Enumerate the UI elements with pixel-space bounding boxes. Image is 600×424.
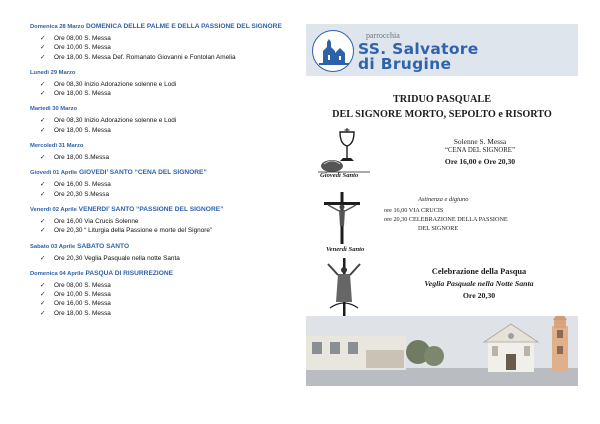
day-date: Lunedì 29 Marzo [30,69,76,76]
checkmark-icon: ✓ [40,154,46,162]
venerdi-line4: DEL SIGNORE [418,225,459,232]
giovedi-line1: Solenne S. Messa [453,137,507,146]
schedule-day [30,269,302,318]
day-heading [30,141,302,151]
day-items [30,217,302,236]
schedule-item-text: Ore 10,00 S. Messa [54,291,111,299]
schedule-item-text: Ore 18,00 S. Messa [54,309,111,317]
checkmark-icon: ✓ [40,44,46,52]
day-date: Giovedì 01 Aprile [30,170,78,177]
schedule-item [30,34,302,43]
schedule-item [30,53,302,62]
church-building-illustration [306,316,578,386]
schedule-day [30,141,302,162]
day-date: Mercoledì 31 Marzo [30,143,84,150]
flyer-title: TRIDUO PASQUALE [392,94,492,105]
day-celebration-title: SABATO SANTO [77,242,130,250]
day-heading [30,168,302,178]
schedule-item [30,116,302,125]
day-date: Venerdì 02 Aprile [30,206,77,213]
day-celebration-title: DOMENICA DELLE PALME E DELLA PASSIONE DEL SIGNORE [85,23,282,30]
crucifix-icon [322,192,362,244]
checkmark-icon: ✓ [40,90,46,98]
schedule-day [30,104,302,135]
schedule-item-text: Ore 16,00 S. Messa [54,181,111,189]
schedule-item-text: Ore 18,00 S.Messa [54,154,110,162]
schedule-item-text: Ore 16,00 S. Messa [54,300,111,308]
church-logo-icon [313,31,355,73]
schedule-item-text: Ore 18,00 S. Messa Def. Romanato Giovanni e Fontolan Amelia [54,53,236,61]
schedule-item-text: Ore 08,30 Inizio Adorazione solenne e Lodi [54,80,177,88]
schedule-item-text: Ore 20,30 Veglia Pasquale nella notte Santa [54,254,180,262]
day-items [30,153,302,162]
risen-christ-icon [324,258,364,318]
day-date: Domenica 04 Aprile [30,270,84,277]
schedule-item [30,80,302,89]
church-photo [306,316,578,386]
schedule-item [30,254,302,263]
day-celebration-title: GIOVEDI’ SANTO “CENA DEL SIGNORE” [79,169,207,177]
day-items [30,180,302,199]
checkmark-icon: ✓ [40,190,46,198]
schedule-item-text: Ore 08,30 Inizio Adorazione solenne e Lodi [54,117,177,125]
checkmark-icon: ✓ [40,126,46,134]
schedule-item [30,43,302,52]
schedule-item [30,180,302,189]
day-celebration-title: PASQUA DI RISURREZIONE [85,269,173,277]
giovedi-line2: “CENA DEL SIGNORE” [445,147,515,154]
flyer-subtitle: DEL SIGNORE MORTO, SEPOLTO e RISORTO [332,109,552,120]
schedule-item [30,217,302,226]
schedule-item [30,126,302,135]
church-name-line2: di Brugine [358,55,452,73]
day-heading [30,104,302,114]
day-heading [30,22,302,32]
checkmark-icon: ✓ [40,227,46,235]
schedule-item-text: Ore 16,00 Via Crucis Solenne [54,217,139,225]
schedule-item-text: Ore 20,30 “ Liturgia della Passione e morte del Signore” [54,227,213,235]
checkmark-icon: ✓ [40,309,46,317]
day-items [30,281,302,318]
schedule-day [30,242,302,263]
day-heading [30,269,302,279]
sabato-line1: Celebrazione della Pasqua [431,267,527,276]
schedule-item [30,226,302,235]
day-heading [30,242,302,252]
schedule-list [30,22,302,324]
schedule-item [30,290,302,299]
schedule-item [30,190,302,199]
checkmark-icon: ✓ [40,35,46,42]
sabato-line2: Veglia Pasquale nella Notte Santa [424,279,534,288]
day-celebration-title: VENERDI’ SANTO “PASSIONE DEL SIGNORE” [78,205,224,213]
schedule-day [30,205,302,236]
venerdi-line3: ore 20,30 CELEBRAZIONE DELLA PASSIONE [384,216,508,223]
day-date: Domenica 28 Marzo [30,24,85,30]
parish-logo [312,30,354,72]
day-items [30,254,302,263]
giovedi-times: Ore 16,00 e Ore 20,30 [444,157,516,166]
schedule-item-text: Ore 20,30 S.Messa [54,190,110,198]
schedule-day [30,168,302,199]
day-heading [30,68,302,78]
giovedi-label: Giovedì Santo [320,172,359,179]
schedule-item [30,309,302,318]
day-date: Sabato 03 Aprile [30,243,76,250]
schedule-item-text: Ore 08,00 S. Messa [54,281,111,289]
day-date: Martedì 30 Marzo [30,106,78,113]
venerdi-label: Venerdì Santo [326,246,365,253]
checkmark-icon: ✓ [40,254,46,262]
venerdi-line1: Astinenza e digiuno [418,196,469,203]
checkmark-icon: ✓ [40,281,46,289]
church-name [358,42,479,72]
day-heading [30,205,302,215]
venerdi-line2: ore 16,00 VIA CRUCIS [384,207,444,214]
schedule-item-text: Ore 18,00 S. Messa [54,126,111,134]
easter-flyer [306,24,578,386]
schedule-item-text: Ore 10,00 S. Messa [54,44,111,52]
checkmark-icon: ✓ [40,300,46,308]
schedule-item [30,89,302,98]
day-items [30,80,302,99]
parrocchia-label: parrocchia [366,31,400,40]
schedule-item-text: Ore 18,00 S. Messa [54,90,111,98]
checkmark-icon: ✓ [40,291,46,299]
schedule-day [30,68,302,99]
schedule-item [30,281,302,290]
chalice-bread-icon [318,128,370,174]
checkmark-icon: ✓ [40,117,46,125]
checkmark-icon: ✓ [40,80,46,88]
checkmark-icon: ✓ [40,181,46,189]
schedule-day [30,22,302,62]
day-items [30,116,302,135]
parish-header [306,24,578,76]
checkmark-icon: ✓ [40,53,46,61]
schedule-item [30,153,302,162]
schedule-item [30,299,302,308]
sabato-line3: Ore 20,30 [462,291,496,300]
day-items [30,34,302,62]
schedule-item-text: Ore 08,00 S. Messa [54,35,111,42]
checkmark-icon: ✓ [40,217,46,225]
church-name-line1: SS. Salvatore [358,40,479,58]
